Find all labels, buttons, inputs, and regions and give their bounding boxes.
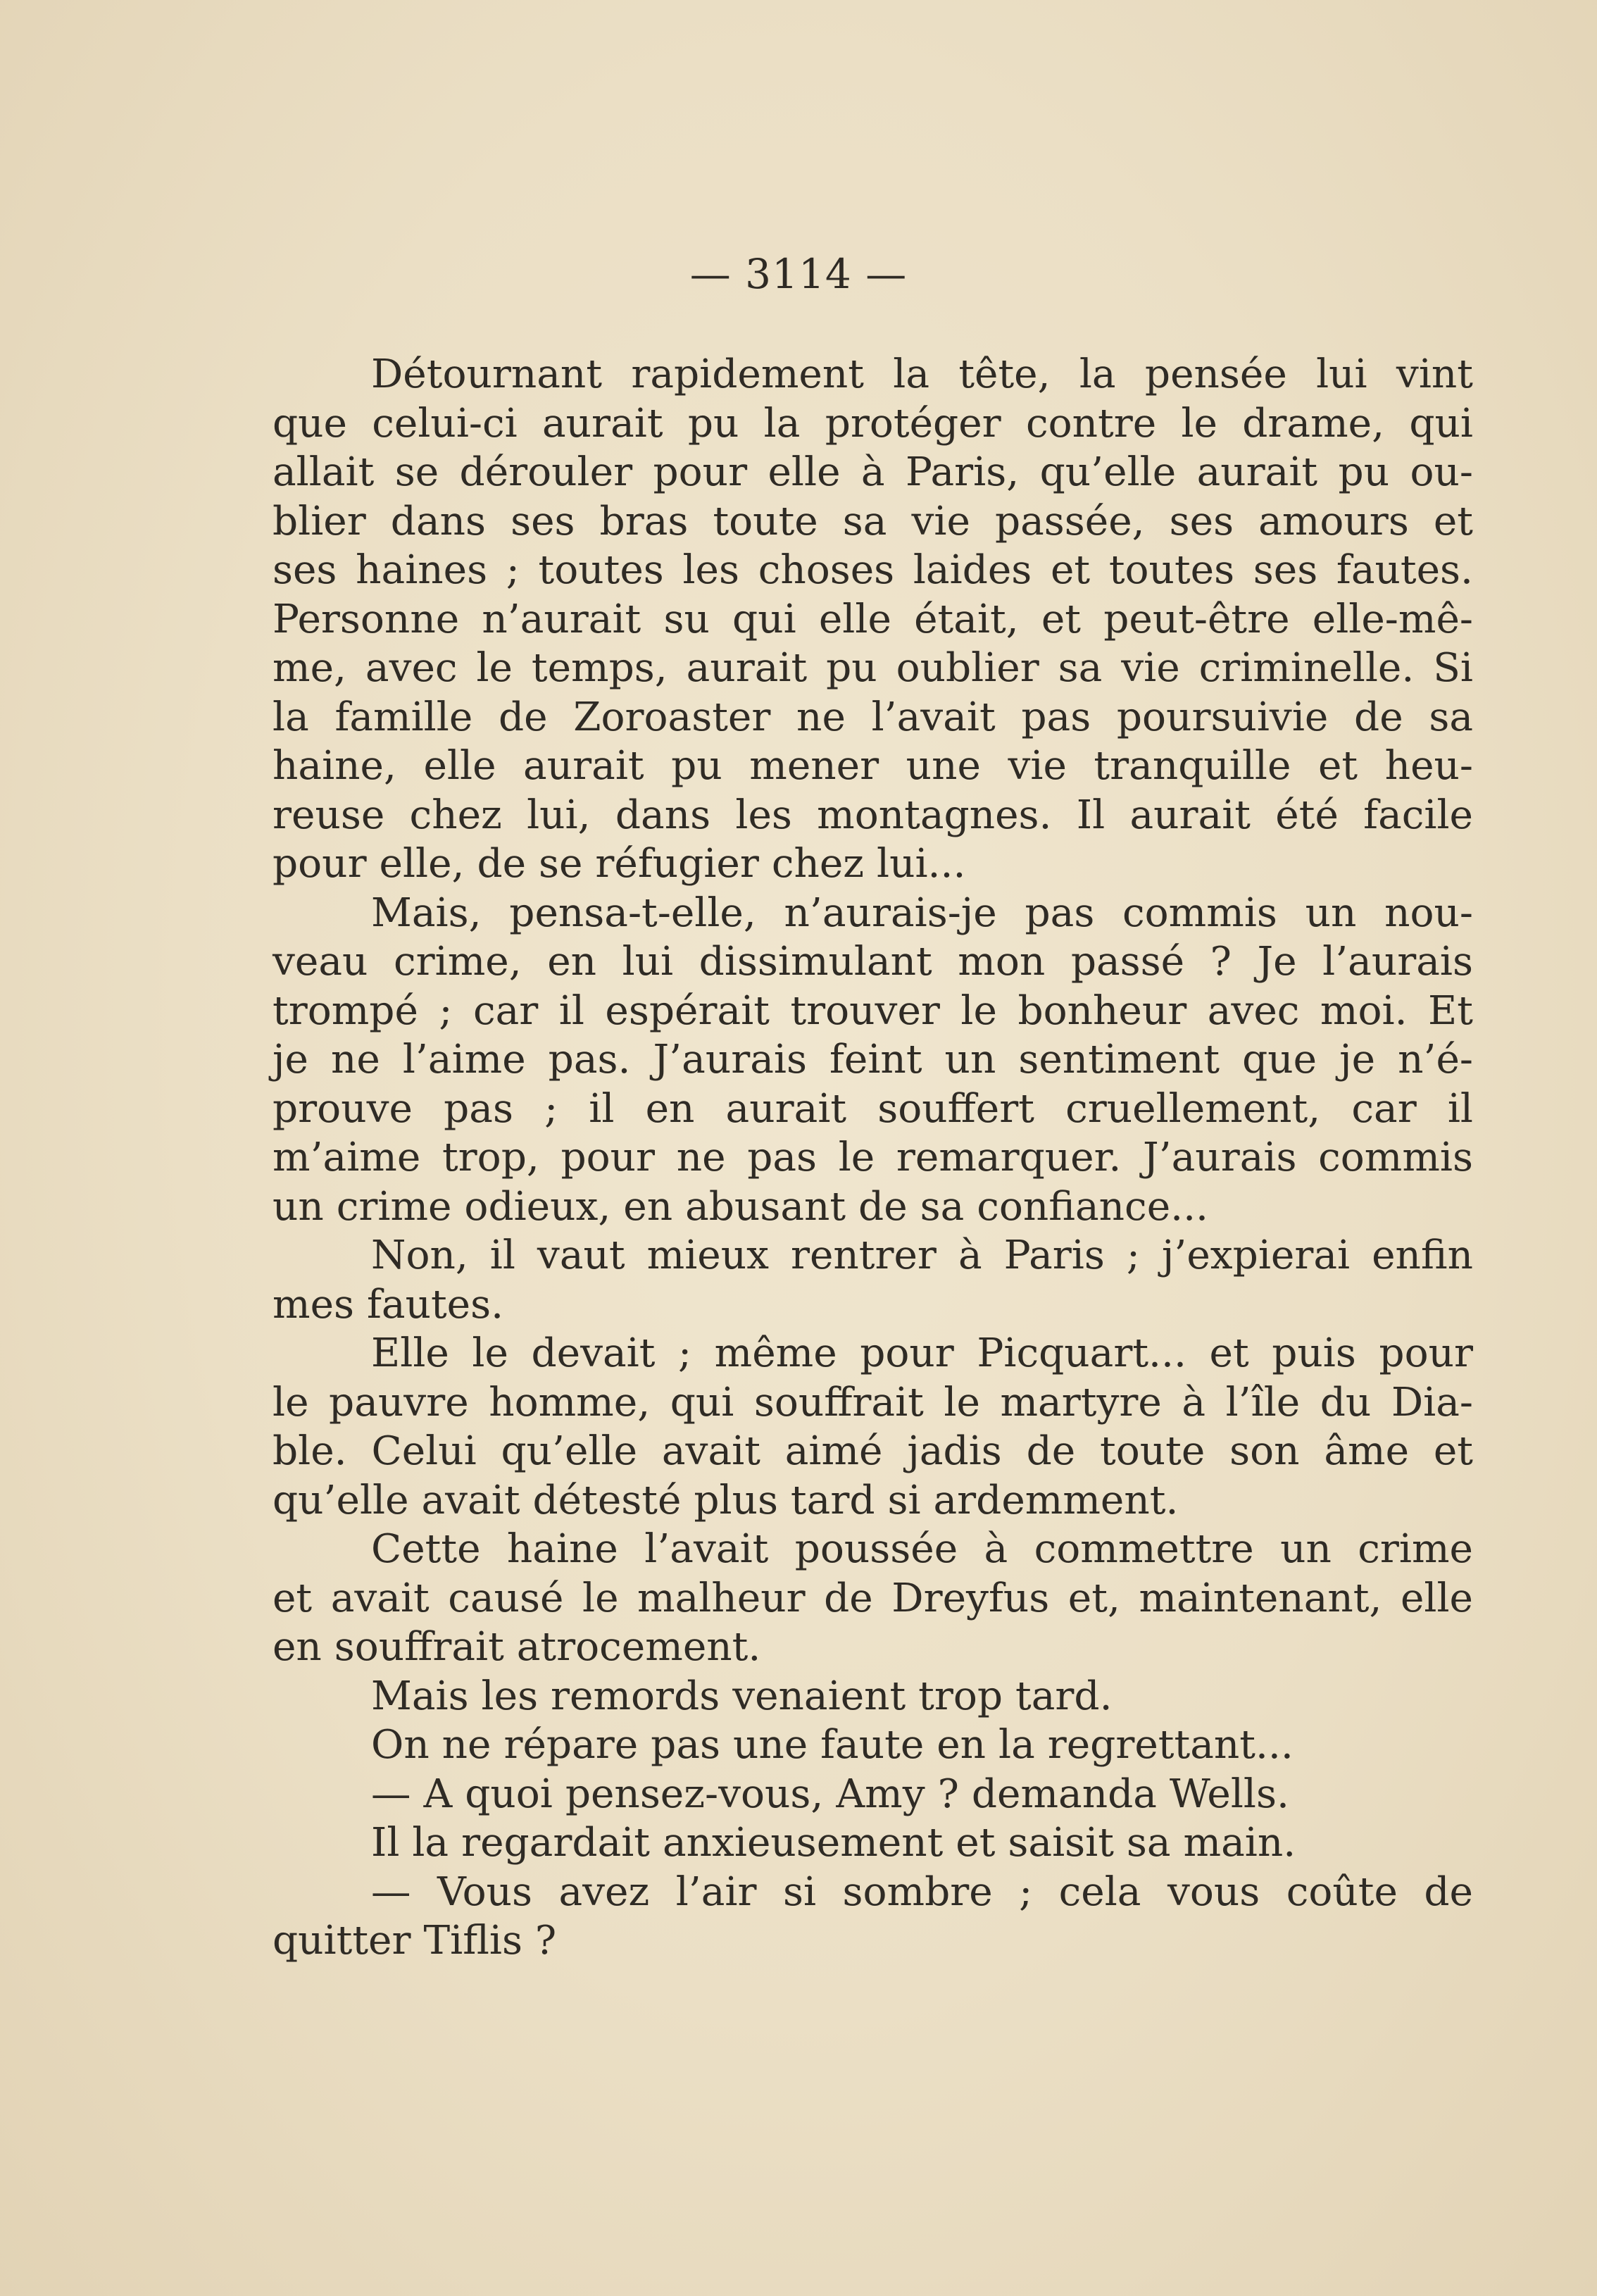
text-line: me, avec le temps, aurait pu oublier sa vie criminelle. Si (273, 645, 1473, 691)
text-line: On ne répare pas une faute en la regrettant... (371, 1722, 1294, 1768)
text-line: Personne n’aurait su qui elle était, et peut-être elle-mê- (273, 596, 1473, 642)
page-number: — 3114 — (689, 250, 908, 298)
text-line: quitter Tiflis ? (273, 1918, 557, 1964)
text-line: Non, il vaut mieux rentrer à Paris ; j’expierai enfin (371, 1233, 1473, 1278)
text-line: en souffrait atrocement. (273, 1624, 761, 1670)
text-line: et avait causé le malheur de Dreyfus et, maintenant, elle (273, 1575, 1473, 1621)
text-line: allait se dérouler pour elle à Paris, qu’elle aurait pu ou- (273, 449, 1473, 495)
text-line: qu’elle avait détesté plus tard si ardemment. (273, 1477, 1179, 1523)
text-line: veau crime, en lui dissimulant mon passé ? Je l’aurais (273, 939, 1473, 985)
text-line: Mais les remords venaient trop tard. (371, 1673, 1113, 1719)
text-line: Mais, pensa-t-elle, n’aurais-je pas commis un nou- (371, 890, 1473, 936)
text-line: Cette haine l’avait poussée à commettre un crime (371, 1526, 1473, 1572)
text-line: trompé ; car il espérait trouver le bonheur avec moi. Et (273, 987, 1473, 1034)
text-line: prouve pas ; il en aurait souffert cruellement, car il (273, 1085, 1473, 1132)
text-line: pour elle, de se réfugier chez lui... (273, 841, 966, 887)
body-text (273, 350, 1473, 1966)
text-line: Détournant rapidement la tête, la pensée lui vint (371, 351, 1473, 397)
text-line: reuse chez lui, dans les montagnes. Il aurait été facile (273, 792, 1473, 838)
text-line: ble. Celui qu’elle avait aimé jadis de toute son âme et (273, 1428, 1473, 1474)
text-line: Il la regardait anxieusement et saisit sa main. (371, 1820, 1296, 1866)
text-line: — Vous avez l’air si sombre ; cela vous coûte de (371, 1868, 1473, 1915)
text-line: ses haines ; toutes les choses laides et toutes ses fautes. (273, 547, 1473, 593)
text-line: mes fautes. (273, 1281, 504, 1328)
text-line: blier dans ses bras toute sa vie passée, ses amours et (273, 498, 1473, 544)
text-line: la famille de Zoroaster ne l’avait pas poursuivie de sa (273, 694, 1473, 740)
text-line: le pauvre homme, qui souffrait le martyre à l’île du Dia- (273, 1379, 1473, 1425)
text-line: Elle le devait ; même pour Picquart... et puis pour (371, 1330, 1473, 1376)
text-line: je ne l’aime pas. J’aurais feint un sentiment que je n’é- (273, 1037, 1473, 1083)
text-line: un crime odieux, en abusant de sa confiance... (273, 1183, 1209, 1230)
text-line: que celui-ci aurait pu la protéger contre le drame, qui (273, 400, 1473, 447)
text-line: haine, elle aurait pu mener une vie tranquille et heu- (273, 743, 1473, 789)
text-line: m’aime trop, pour ne pas le remarquer. J’aurais commis (273, 1135, 1473, 1180)
text-line: — A quoi pensez-vous, Amy ? demanda Wells. (371, 1771, 1289, 1817)
